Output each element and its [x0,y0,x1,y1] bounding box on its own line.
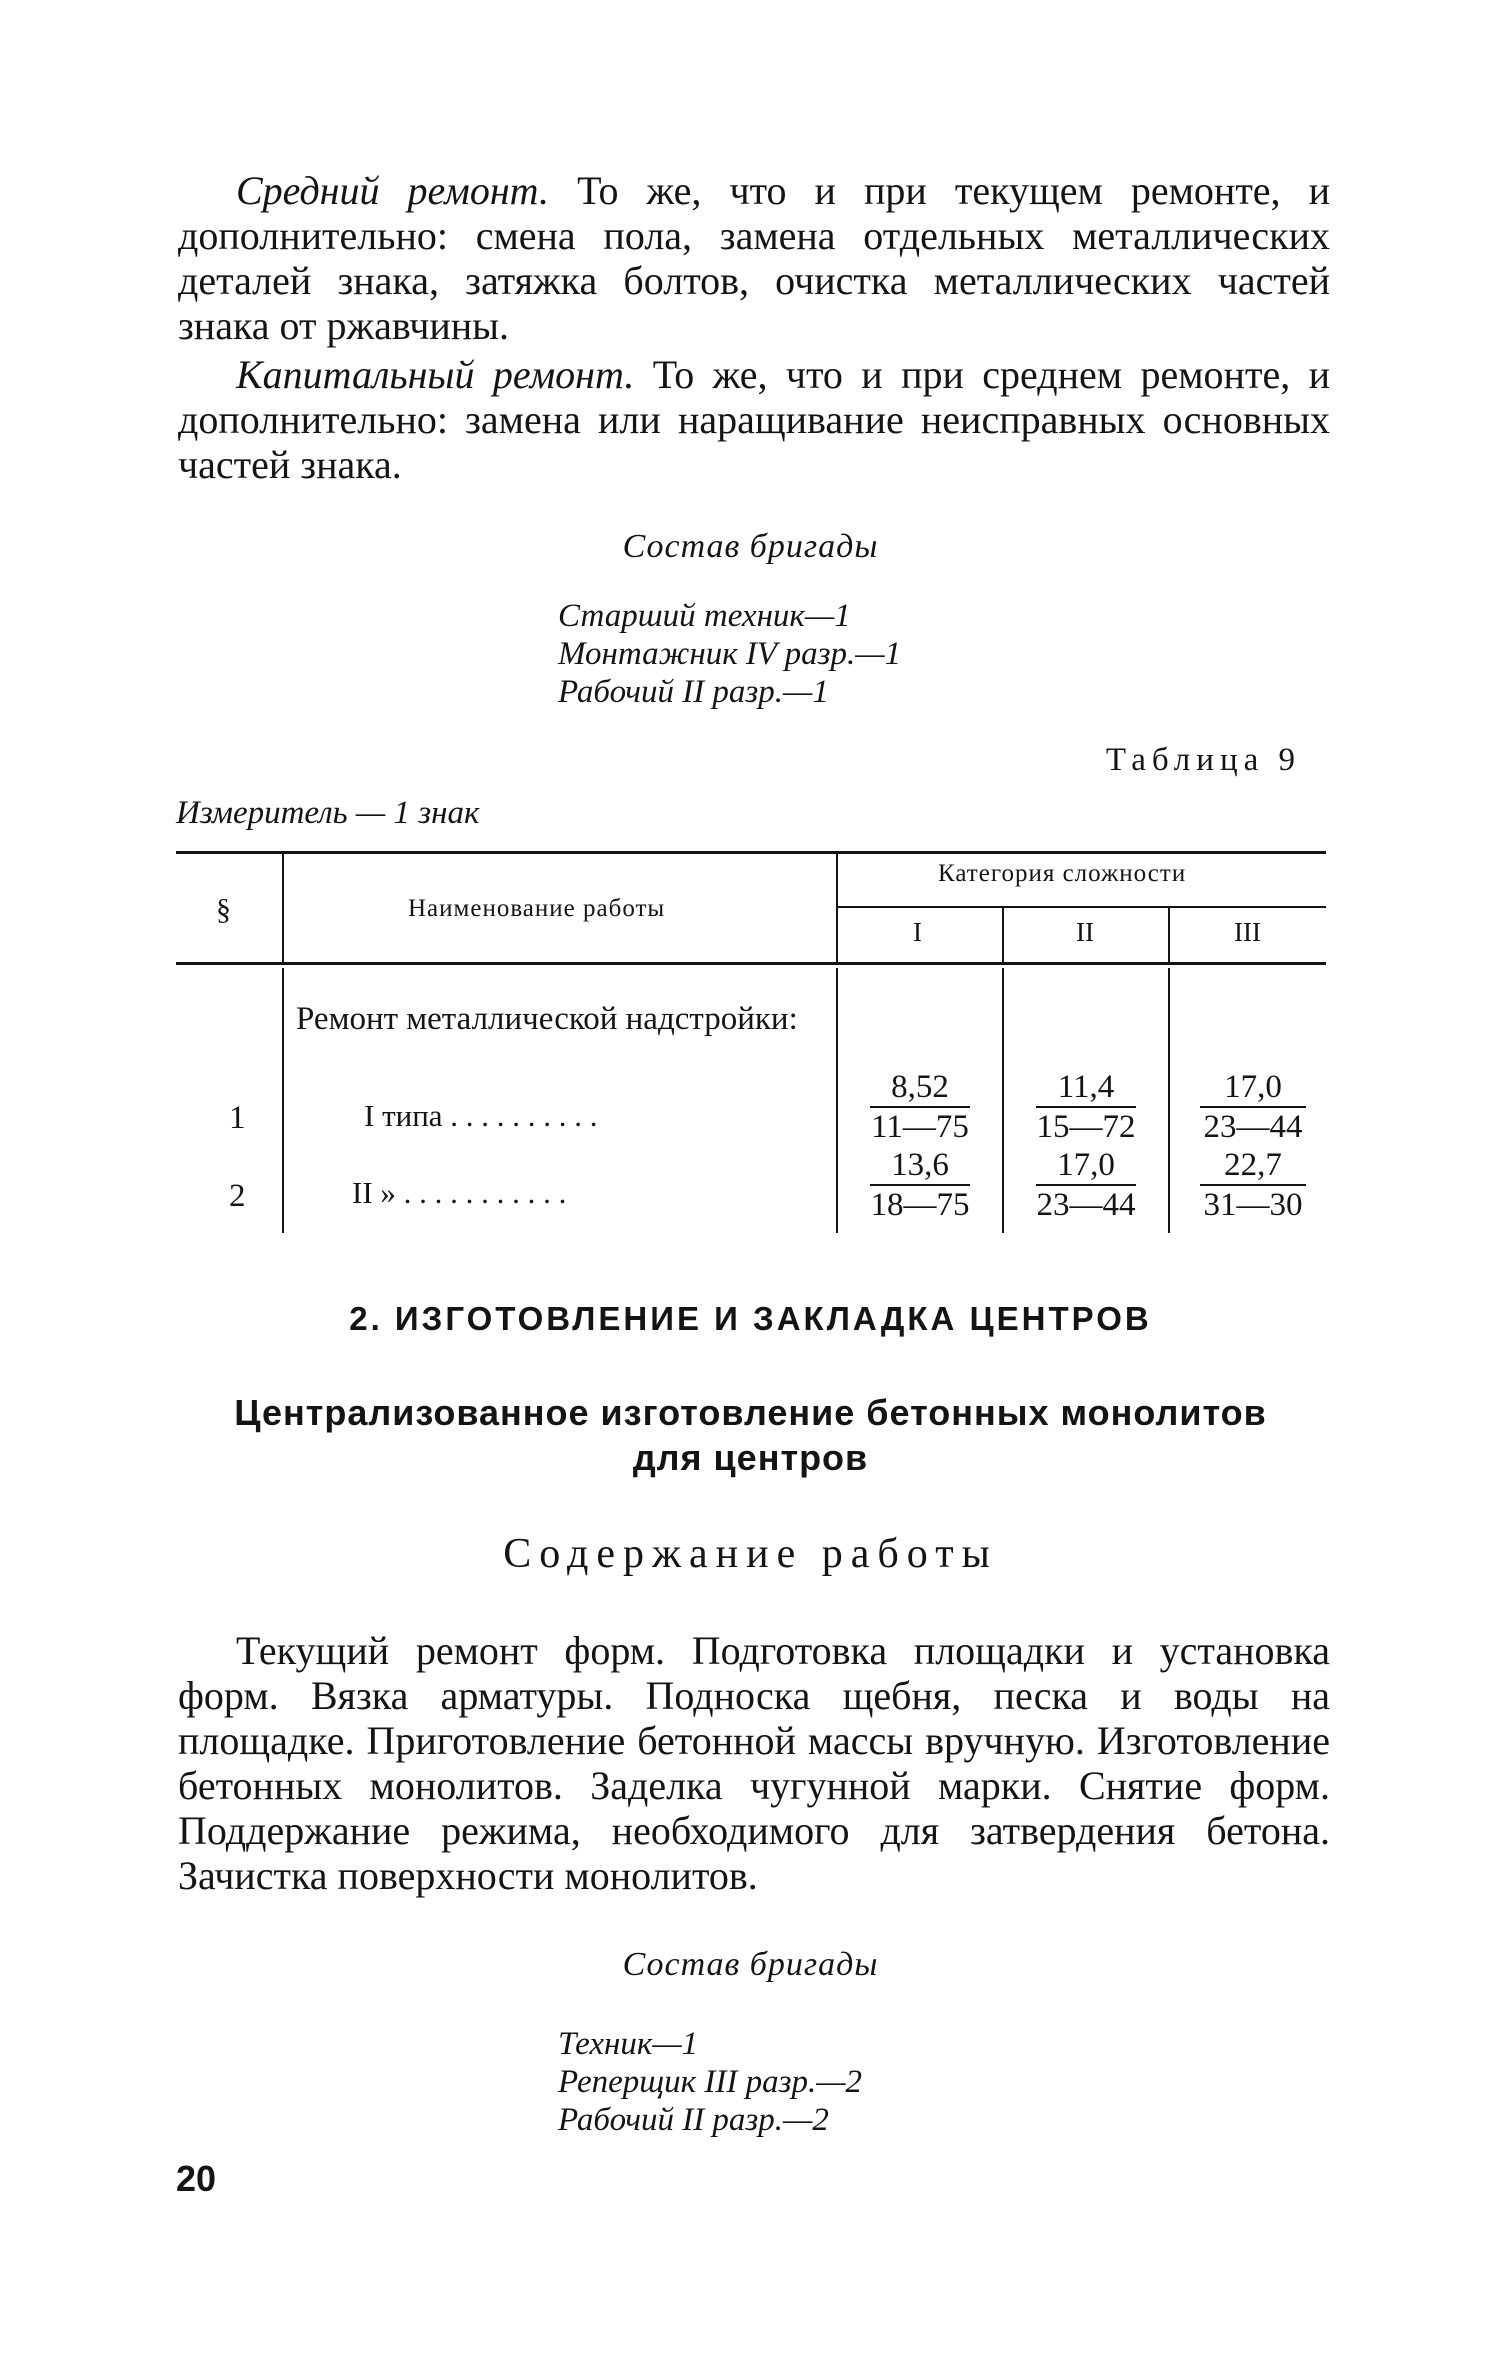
value-cell [1036,1146,1136,1224]
value-norm: 22,7 [1224,1147,1282,1183]
value-norm: 17,0 [1057,1147,1115,1183]
value-norm: 17,0 [1224,1069,1282,1105]
value-norm: 11,4 [1057,1069,1115,1105]
value-cell [1200,1068,1306,1146]
value-norm: 13,6 [891,1147,949,1183]
paragraph-lead: Средний ремонт. [236,168,550,213]
group-label [296,1000,828,1038]
table-label: Таблица 9 [1105,742,1301,778]
value-cell [870,1146,970,1224]
value-cell [1036,1068,1136,1146]
table-vrule [1168,968,1170,1233]
crew-list [558,2025,862,2139]
intro-text [178,168,1330,487]
category-rule [838,906,1326,908]
row-section: 1 [229,1100,246,1136]
header-name: Наименование работы [408,895,666,922]
table-header-rule [176,962,1326,965]
value-cost: 23—44 [1200,1106,1306,1146]
table-vrule [1002,968,1004,1233]
crew-title: Состав бригады [622,528,879,565]
table-top-rule [176,851,1326,854]
paragraph-lead: Капитальный ремонт. [236,352,635,397]
value-cost: 11—75 [870,1106,970,1146]
crew-list [558,597,901,711]
subheading-line2: для центров [632,1437,869,1478]
value-cell [1200,1146,1306,1224]
content-text [178,1628,1330,1898]
table-unit: Измеритель — 1 знак [176,795,480,831]
table-vrule [282,854,284,964]
crew-member: Монтажник IV разр.—1 [558,636,902,672]
content-paragraph: Текущий ремонт форм. Подготовка площадки и установка форм. Вязка арматуры. Подноска щебня, песка и воды на площадке. Приготовление бетонной массы вручную. Изготовление бетонных монолитов. Заделка чугунной марки. Снятие форм. Поддержание режима, необходимого для затвердения бетона. Зачистка поверхности монолитов. [178,1628,1330,1898]
crew-member: Рабочий II разр.—1 [558,674,829,710]
header-category: Категория сложности [938,860,1187,887]
value-cost: 18—75 [870,1184,970,1224]
value-cost: 15—72 [1036,1106,1136,1146]
section-heading: 2. ИЗГОТОВЛЕНИЕ И ЗАКЛАДКА ЦЕНТРОВ [349,1300,1152,1337]
value-cell [870,1068,970,1146]
crew-member: Реперщик III разр.—2 [558,2064,863,2100]
table-vrule [1002,908,1004,964]
crew-member: Старший техник—1 [558,598,851,634]
group-label-text: Ремонт металлической надстройки: [296,1001,798,1037]
page-number: 20 [176,2158,217,2199]
table-vrule [1168,908,1170,964]
paragraph-capital-repair [178,352,1330,487]
table-vrule [836,968,838,1233]
header-cat-3: III [1234,917,1261,947]
paragraph-medium-repair [178,168,1330,348]
paragraph-body: То же, что и при среднем ремонте, и дополнительно: замена или наращивание неисправных основных частей знака. [178,352,1330,487]
header-section: § [216,893,231,926]
subheading-line1: Централизованное изготовление бетонных монолитов [234,1392,1267,1433]
content-title: Содержание работы [503,1531,998,1577]
row-name: II » . . . . . . . . . . . [352,1175,567,1210]
header-cat-1: I [913,917,922,947]
value-norm: 8,52 [891,1069,949,1105]
value-cost: 31—30 [1200,1184,1306,1224]
value-cost: 23—44 [1036,1184,1136,1224]
row-name: I типа . . . . . . . . . . [364,1098,598,1133]
table-vrule [836,854,838,964]
table-vrule [282,968,284,1233]
header-cat-2: II [1076,917,1094,947]
row-section: 2 [229,1178,246,1214]
crew-title: Состав бригады [622,1946,879,1983]
paragraph-body: То же, что и при текущем ремонте, и дополнительно: смена пола, замена отдельных металлических деталей знака, затяжка болтов, очистка металлических частей знака от ржавчины. [178,168,1330,348]
crew-member: Техник—1 [558,2026,699,2062]
crew-member: Рабочий II разр.—2 [558,2102,829,2138]
